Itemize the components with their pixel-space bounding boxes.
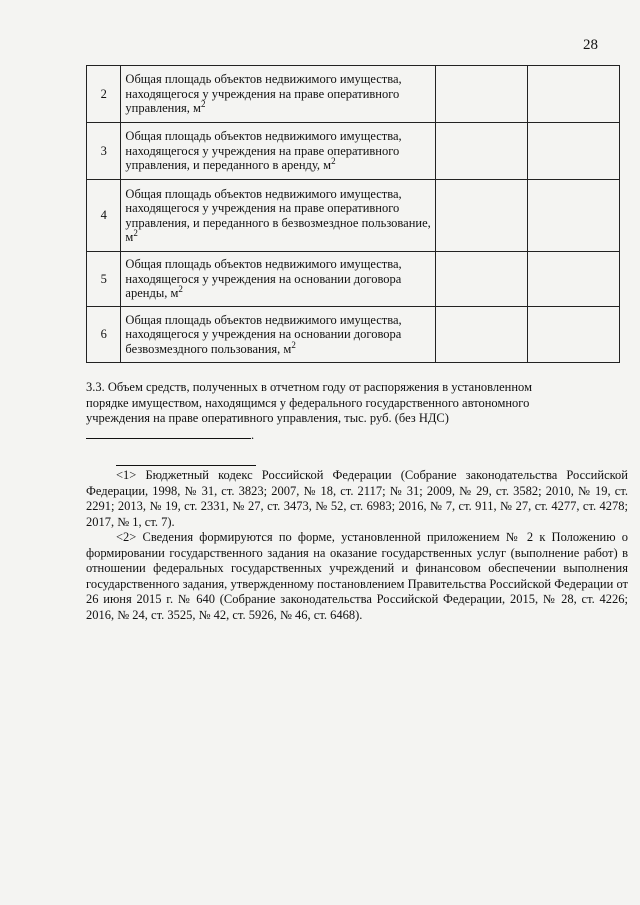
row-description: Общая площадь объектов недвижимого имущества, находящегося у учреждения на основании договора аренды, $м^2$ — [121, 252, 435, 307]
row-description: Общая площадь объектов недвижимого имущества, находящегося у учреждения на основании договора безвозмездного пользования, $м^2$ — [121, 307, 435, 363]
row-number: 5 — [87, 252, 121, 307]
value-cell — [435, 123, 527, 180]
property-area-table — [86, 65, 620, 363]
value-cell — [435, 180, 527, 252]
table-row — [87, 180, 620, 252]
value-cell — [527, 123, 619, 180]
table-row — [87, 123, 620, 180]
table-row — [87, 252, 620, 307]
table-row — [87, 66, 620, 123]
value-cell — [435, 252, 527, 307]
value-cell — [527, 307, 619, 363]
value-cell — [527, 180, 619, 252]
section-3-3-end: . — [251, 427, 255, 442]
footnote-2: <2> Сведения формируются по форме, установленной приложением № 2 к Положению о формировании государственного задания на оказание государственных услуг (выполнение работ) в отношении федеральных государственных учреждений и финансовом обеспечении выполнения государственного задания, утвержденному постановлением Правительства Российской Федерации от 26 июня 2015 г. № 640 (Собрание законодательства Российской Федерации, 2015, № 28, ст. 4226; 2016, № 24, ст. 3525, № 42, ст. 5926, № 46, ст. 6468). — [86, 530, 628, 622]
value-cell — [435, 307, 527, 363]
fill-in-blank — [86, 427, 251, 439]
table-row — [87, 307, 620, 363]
row-number: 3 — [87, 123, 121, 180]
row-description: Общая площадь объектов недвижимого имущества, находящегося у учреждения на праве оперативного управления, и переданного в аренду, $м^2$ — [121, 123, 435, 180]
section-3-3-text: 3.3. Объем средств, полученных в отчетном году от распоряжения в установленном порядке имуществом, находящимся у федерального государственного автономного учреждения на праве оперативного управления, тыс. руб. (без НДС) — [86, 380, 532, 425]
row-description: Общая площадь объектов недвижимого имущества, находящегося у учреждения на праве оперативного управления, и переданного в безвозмездное пользование, $м^2$ — [121, 180, 435, 252]
row-description: Общая площадь объектов недвижимого имущества, находящегося у учреждения на праве оперативного управления, $м^2$ — [121, 66, 435, 123]
footnote-separator — [116, 465, 256, 466]
value-cell — [527, 252, 619, 307]
value-cell — [435, 66, 527, 123]
footnotes — [86, 468, 628, 623]
footnote-1: <1> Бюджетный кодекс Российской Федерации (Собрание законодательства Российской Федерации, 1998, № 31, ст. 3823; 2007, № 18, ст. 2117; № 31; 2009, № 29, ст. 3582; 2010, № 19, ст. 2291; 2013, № 19, ст. 2331, № 27, ст. 3473, № 52, ст. 6983; 2016, № 7, ст. 911, № 27, ст. 4277, ст. 4278; 2017, № 1, ст. 7). — [86, 468, 628, 529]
row-number: 4 — [87, 180, 121, 252]
value-cell — [527, 66, 619, 123]
row-number: 6 — [87, 307, 121, 363]
row-number: 2 — [87, 66, 121, 123]
page-number: 28 — [583, 37, 598, 53]
section-3-3 — [86, 380, 536, 443]
